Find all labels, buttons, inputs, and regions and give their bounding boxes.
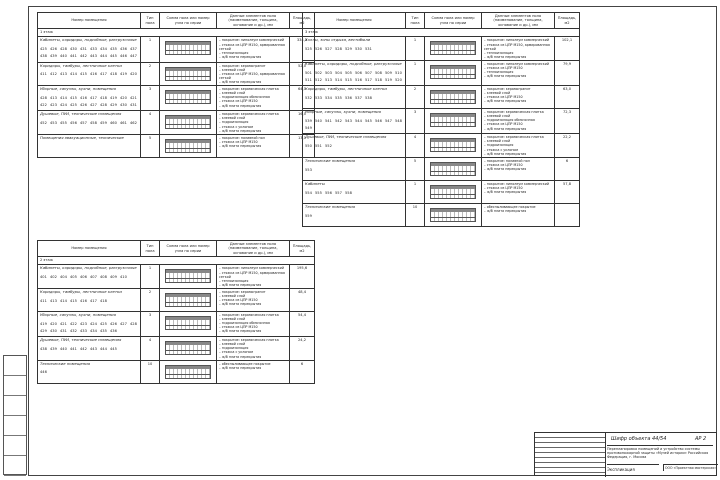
floor-section-drawing [165, 67, 211, 81]
layers-cell [217, 360, 290, 383]
floor-section-drawing [165, 341, 211, 355]
layers-cell [217, 134, 290, 157]
floor-type: 1 [406, 37, 425, 61]
area-value: 16,0 [290, 111, 315, 135]
table-row [303, 203, 580, 226]
layer-line: – стяжка из ЦПР М150 [484, 66, 523, 71]
floor-type: 2 [141, 62, 160, 86]
floor-type: 4 [141, 111, 160, 135]
floor-section-drawing [430, 90, 476, 104]
layer-line: – ж/б плита перекрытия [484, 74, 527, 79]
layer-line: – стяжка с уклоном [484, 147, 519, 152]
layer-line: – стяжка из ЦПР М150 [219, 139, 258, 144]
room-numbers: 452 453 455 456 457 458 459 460 461 462 [40, 120, 137, 125]
floor-type: 1 [141, 265, 160, 289]
floor-label: 3 этаж [303, 29, 580, 37]
layer-line: – покрытие: линолеум коммерческий [484, 181, 550, 186]
stage-code: АР 2 [695, 436, 707, 442]
room-numbers: 525 526 527 528 529 530 531 [305, 47, 372, 52]
table-row [303, 180, 580, 203]
layer-line: – обеспыливающее покрытие [219, 361, 271, 366]
area-value: 22,2 [555, 134, 580, 158]
area-value: 79,9 [555, 61, 580, 86]
room-cell [303, 86, 406, 109]
layer-line: – ж/б плита перекрытия [219, 329, 262, 334]
layers-cell [217, 312, 290, 337]
room-name: Уборные, санузлы, кухни, помещения [40, 86, 116, 92]
table-row [38, 111, 315, 135]
scheme-cell [160, 360, 217, 383]
room-cell [303, 134, 406, 158]
floor-table-3 [302, 12, 580, 227]
table-row [38, 265, 315, 289]
area-value: 57,8 [555, 180, 580, 203]
scheme-cell [425, 134, 482, 158]
area-value: 13,1 [290, 134, 315, 157]
layers-cell [217, 337, 290, 361]
layer-line: – стяжка из ЦПР М150 [484, 95, 523, 100]
floor-type: 4 [141, 337, 160, 361]
layer-line: – теплоизоляция [484, 70, 514, 75]
layers-cell [482, 157, 555, 180]
room-name: Помещения эвакуационные, технические [40, 134, 124, 140]
floor-section-drawing [430, 185, 476, 199]
area-value: 54,4 [290, 312, 315, 337]
floor-section-drawing [165, 115, 211, 129]
floor-section-drawing [165, 90, 211, 104]
layer-line: – покрытие: линолеум коммерческий [484, 62, 550, 66]
floor-section-drawing [165, 316, 211, 330]
layer-line: – покрытие: линолеум коммерческий [219, 38, 285, 43]
header-area: Площадь, м2 [555, 13, 580, 29]
table-row [38, 62, 315, 86]
layer-line: – ж/б плита перекрытия [219, 143, 262, 148]
room-name: Технические помещения [40, 360, 90, 366]
room-numbers: 532 533 534 535 536 537 538 [305, 95, 372, 100]
area-value: 64,1 [290, 86, 315, 111]
layer-line: – теплоизоляция [484, 50, 514, 55]
layer-line: – ж/б плита перекрытия [219, 302, 262, 307]
layers-cell [482, 203, 555, 226]
layer-line: – клеевой слой [219, 116, 246, 121]
layer-line: – стяжка из ЦПР М150 [219, 99, 258, 104]
layer-line: – покрытие: керамическая плитка [219, 313, 279, 317]
floor-type: 10 [141, 360, 160, 383]
layer-line: – ж/б плита перекрытия [484, 99, 527, 104]
layer-line: – ж/б плита перекрытия [219, 103, 262, 108]
room-cell [303, 203, 406, 226]
table-row [303, 37, 580, 61]
layer-line: – стяжка из ЦПР М150, армированная сеткой [219, 270, 285, 279]
layer-line: – покрытие: линолеум коммерческий [484, 38, 550, 43]
room-numbers: 554 555 556 557 558 [305, 190, 352, 195]
header-type: Тип пола [141, 241, 160, 257]
header-scheme: Схема пола или номер узла по серии [425, 13, 482, 29]
room-name: Кабинеты, коридоры, подсобные, разгрузочные [305, 61, 402, 66]
room-cell [38, 337, 141, 361]
floor-type: 2 [141, 289, 160, 312]
room-name: Уборные, санузлы, кухни, помещения [305, 109, 381, 115]
floor-row [303, 29, 580, 37]
area-value [555, 203, 580, 226]
floor-table-1 [37, 12, 315, 158]
room-name: Коридоры, тамбуры, лестничные клетки [40, 289, 122, 294]
area-value: 334,5 [290, 37, 315, 62]
layer-line: – гидроизоляция [484, 143, 514, 148]
layer-line: – покрытие: керамогранит [219, 63, 266, 68]
scheme-cell [425, 180, 482, 203]
scheme-cell [160, 111, 217, 135]
header-area: Площадь, м2 [290, 13, 315, 29]
floor-section-drawing [165, 293, 211, 307]
layers-cell [217, 62, 290, 86]
room-cell [38, 37, 141, 62]
room-cell [303, 61, 406, 86]
room-numbers: 438 439 440 441 442 443 444 445 [40, 346, 117, 351]
scheme-cell [160, 289, 217, 312]
layers-cell [482, 37, 555, 61]
floor-row [38, 29, 315, 37]
room-cell [38, 265, 141, 289]
room-name: Кабинеты [305, 180, 325, 186]
table-row [38, 312, 315, 337]
layer-line: – покрытие: керамическая плитка [484, 110, 544, 115]
room-cell [38, 312, 141, 337]
floor-section-drawing [165, 139, 211, 153]
room-name: Коридоры, тамбуры, лестничные клетки [305, 86, 387, 92]
table-row [38, 337, 315, 361]
floor-label: 1 этаж [38, 29, 315, 37]
room-name: Коридоры, тамбуры, лестничные клетки [40, 62, 122, 68]
sheet-title: Экспликация [607, 464, 659, 472]
room-numbers: 425 426 428 430 431 433 434 435 436 437 438 439 440 441 442 443 444 445 446 447 [40, 47, 137, 59]
layers-cell [217, 111, 290, 135]
layer-line: – гидроизоляция [219, 120, 249, 125]
layer-line: – теплоизоляция [219, 278, 249, 283]
room-numbers: 411 412 413 414 415 416 417 418 419 420 [40, 72, 137, 77]
table-row [38, 289, 315, 312]
title-block [534, 432, 717, 476]
floor-label: 2 этаж [38, 257, 315, 265]
area-value: 24,2 [290, 337, 315, 361]
header-data: Данные элементов пола (наименование, толщина, основание и др.), мм [482, 13, 555, 29]
room-name: Холлы, зоны отдыха, вестибюли [305, 37, 371, 43]
room-name: Кабинеты, коридоры, подсобные, разгрузочные [40, 37, 137, 43]
scheme-cell [160, 337, 217, 361]
room-name: Душевые, ПУИ, технические помещения [40, 337, 122, 343]
layer-line: – ж/б плита перекрытия [219, 54, 262, 59]
header-data: Данные элементов пола (наименование, толщина, основание и др.), мм [217, 241, 290, 257]
scheme-cell [425, 157, 482, 180]
layer-line: – покрытие: керамогранит [484, 87, 531, 92]
layer-line: – клеевой слой [484, 114, 511, 119]
floor-section-drawing [430, 65, 476, 79]
layer-line: – стяжка из ЦПР М150, армированная сеткой [484, 42, 550, 51]
layer-line: – покрытие: керамическая плитка [219, 87, 279, 92]
scheme-cell [425, 37, 482, 61]
side-stamp-strip [3, 355, 27, 475]
layer-line: – клеевой слой [219, 67, 246, 72]
project-description: Перепланировка помещений и устройство системы противопожарной защиты «Музей истории» Российская Федерация, г. Москва [607, 445, 713, 459]
room-cell [38, 111, 141, 135]
layer-line: – ж/б плита перекрытия [484, 166, 527, 171]
layer-line: – клеевой слой [219, 342, 246, 347]
floor-type: 2 [406, 86, 425, 109]
scheme-cell [425, 203, 482, 226]
layer-line: – ж/б плита перекрытия [219, 80, 262, 84]
area-value: 63,0 [555, 86, 580, 109]
layer-line: – ж/б плита перекрытия [484, 208, 527, 213]
layer-line: – покрытие: керамогранит [219, 290, 266, 294]
room-numbers: 401 402 404 405 406 407 408 409 410 [40, 275, 127, 280]
layers-cell [482, 61, 555, 86]
room-cell [303, 180, 406, 203]
floor-section-drawing [430, 162, 476, 176]
project-code: Шифр объекта 44/54 [611, 436, 667, 442]
floor-section-drawing [165, 41, 211, 55]
room-cell [303, 109, 406, 134]
layers-cell [482, 180, 555, 203]
layer-line: – ж/б плита перекрытия [219, 365, 262, 370]
room-name: Технические помещения [305, 203, 355, 209]
layer-line: – стяжка из ЦПР М150 [219, 298, 258, 303]
table-row [38, 134, 315, 157]
room-cell [38, 289, 141, 312]
scheme-cell [160, 37, 217, 62]
layer-line: – ж/б плита перекрытия [219, 354, 262, 359]
floor-type: 3 [406, 109, 425, 134]
layer-line: – стяжка из ЦПР М150 [484, 185, 523, 190]
room-name: Душевые, ПУИ, технические помещения [305, 134, 387, 140]
layer-line: – ж/б плита перекрытия [219, 128, 262, 133]
scheme-cell [160, 86, 217, 111]
layer-line: – гидроизоляция обмазочная [219, 321, 270, 326]
room-numbers: 550 551 552 [305, 143, 332, 148]
scheme-cell [425, 61, 482, 86]
room-cell [303, 37, 406, 61]
layers-cell [217, 37, 290, 62]
floor-type: 5 [406, 157, 425, 180]
floor-type: 10 [406, 203, 425, 226]
layer-line: – покрытие: линолеум коммерческий [219, 266, 285, 271]
room-numbers: 553 [305, 167, 312, 172]
layer-line: – ж/б плита перекрытия [484, 126, 527, 131]
scheme-cell [160, 134, 217, 157]
layer-line: – гидроизоляция обмазочная [484, 118, 535, 123]
floor-type: 1 [141, 37, 160, 62]
table-row [303, 109, 580, 134]
layer-line: – теплоизоляция [219, 50, 249, 55]
area-value: 52,0 [290, 62, 315, 86]
floor-row [38, 257, 315, 265]
layers-cell [217, 265, 290, 289]
table-row [303, 157, 580, 180]
layer-line: – ж/б плита перекрытия [484, 54, 527, 59]
room-cell [38, 62, 141, 86]
area-value: 72,3 [555, 109, 580, 134]
floor-type: 1 [406, 180, 425, 203]
header-scheme: Схема пола или номер узла по серии [160, 241, 217, 257]
layer-line: – клеевой слой [484, 91, 511, 96]
floor-type: 5 [141, 134, 160, 157]
header-type: Тип пола [406, 13, 425, 29]
room-name: Душевые, ПУИ, технические помещения [40, 111, 122, 117]
header-name: Номер помещения [38, 241, 141, 257]
layer-line: – покрытие: керамическая плитка [219, 112, 279, 117]
floor-section-drawing [430, 41, 476, 55]
layer-line: – гидроизоляция [219, 346, 249, 351]
layer-line: – обеспыливающее покрытие [484, 204, 536, 209]
scheme-cell [425, 86, 482, 109]
layer-line: – клеевой слой [219, 317, 246, 322]
area-value: 48,4 [290, 289, 315, 312]
layer-line: – стяжка с уклоном [219, 124, 254, 129]
table-row [38, 86, 315, 111]
layer-line: – клеевой слой [219, 91, 246, 96]
floor-section-drawing [430, 138, 476, 152]
layer-line: – стяжка из ЦПР М150 [219, 325, 258, 330]
layer-line: – стяжка из ЦПР М150, армированная сеткой [219, 71, 285, 80]
room-cell [38, 134, 141, 157]
layer-line: – гидроизоляция обмазочная [219, 95, 270, 100]
room-cell [303, 157, 406, 180]
layer-line: – клеевой слой [484, 139, 511, 144]
layer-line: – ж/б плита перекрытия [219, 282, 262, 287]
room-numbers: 428 413 414 415 416 417 418 419 420 421 422 423 424 425 426 427 428 429 430 431 [40, 95, 137, 108]
room-name: Уборные, санузлы, кухни, помещения [40, 312, 116, 317]
area-value: 102,1 [555, 37, 580, 61]
floor-type: 3 [141, 312, 160, 337]
floor-section-drawing [165, 269, 211, 283]
layer-line: – стяжка из ЦПР М150, армированная сеткой [219, 42, 285, 51]
area-value: 6 [290, 360, 315, 383]
scheme-cell [425, 109, 482, 134]
header-area: Площадь, м2 [290, 241, 315, 257]
header-name: Номер помещения [303, 13, 406, 29]
room-name: Технические помещения [305, 157, 355, 163]
layer-line: – ж/б плита перекрытия [484, 189, 527, 194]
title-block-signature-grid [535, 433, 606, 477]
floor-table-2 [37, 240, 315, 384]
room-numbers: 559 [305, 213, 312, 218]
area-value: 195,6 [290, 265, 315, 289]
table-row [38, 37, 315, 62]
header-name: Номер помещения [38, 13, 141, 29]
scheme-cell [160, 312, 217, 337]
floor-type: 1 [406, 61, 425, 86]
layers-cell [482, 134, 555, 158]
room-cell [38, 86, 141, 111]
area-value: 6 [555, 157, 580, 180]
layer-line: – клеевой слой [219, 294, 246, 299]
layer-line: – стяжка с уклоном [219, 350, 254, 355]
room-cell [38, 360, 141, 383]
layers-cell [217, 86, 290, 111]
layers-cell [482, 86, 555, 109]
layer-line: – покрытие: наливной пол [484, 158, 530, 163]
layers-cell [482, 109, 555, 134]
floor-type: 3 [141, 86, 160, 111]
layer-line: – ж/б плита перекрытия [484, 151, 527, 156]
layer-line: – стяжка из ЦПР М150 [484, 122, 523, 127]
layer-line: – стяжка из ЦПР М150 [484, 162, 523, 167]
room-numbers: 539 540 541 542 543 544 545 546 547 548 549 [305, 118, 402, 131]
layer-line: – покрытие: керамическая плитка [219, 338, 279, 343]
room-numbers: 411 413 414 415 416 417 418 [40, 298, 107, 303]
scheme-cell [160, 62, 217, 86]
room-numbers: 446 [40, 370, 47, 375]
floor-section-drawing [165, 365, 211, 379]
table-row [303, 86, 580, 109]
layer-line: – покрытие: керамическая плитка [484, 135, 544, 140]
floor-section-drawing [430, 113, 476, 127]
header-type: Тип пола [141, 13, 160, 29]
layers-cell [217, 289, 290, 312]
organization: ООО «Проектная мастерская» [665, 466, 717, 470]
floor-section-drawing [430, 208, 476, 222]
header-data: Данные элементов пола (наименование, толщина, основание и др.), мм [217, 13, 290, 29]
scheme-cell [160, 265, 217, 289]
room-numbers: 501 502 503 504 505 506 507 508 509 510 511 512 513 514 515 516 517 518 519 520 [305, 70, 402, 82]
table-row [38, 360, 315, 383]
header-scheme: Схема пола или номер узла по серии [160, 13, 217, 29]
floor-type: 4 [406, 134, 425, 158]
layer-line: – покрытие: наливной пол [219, 135, 265, 140]
room-name: Кабинеты, коридоры, подсобные, разгрузочные [40, 265, 137, 271]
table-row [303, 61, 580, 86]
room-numbers: 419 420 421 422 423 424 425 426 427 428 429 430 431 432 433 434 435 436 [40, 321, 137, 333]
table-row [303, 134, 580, 158]
